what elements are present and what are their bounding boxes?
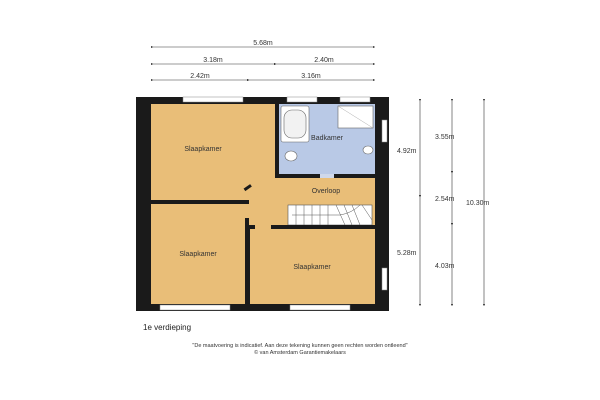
dim-right-a2: 5.28m (397, 250, 417, 257)
label-slaapkamer-left: Slaapkamer (179, 251, 217, 258)
dim-top-b2: 3.16m (301, 73, 321, 80)
label-slaapkamer-top: Slaapkamer (184, 146, 222, 153)
sink-icon (363, 146, 373, 154)
label-overloop: Overloop (311, 188, 341, 195)
disclaimer-text: "De maatvoering is indicatief. Aan deze tekening kunnen geen rechten worden ontleend" (192, 343, 408, 349)
staircase (288, 205, 372, 225)
label-slaapkamer-right: Slaapkamer (293, 264, 331, 271)
dim-top-a2: 2.40m (314, 57, 334, 64)
dim-top-b1: 2.42m (190, 73, 210, 80)
dimension-lines-horizontal (152, 47, 374, 80)
dim-right-b2: 2.54m (435, 196, 455, 203)
dim-right-b1: 3.55m (435, 134, 455, 141)
floor-label: 1e verdieping (143, 323, 192, 332)
dim-right-total: 10.30m (466, 200, 490, 207)
copyright-text: © van Amsterdam Garantiemakelaars (254, 350, 346, 356)
dim-top-total: 5.68m (253, 40, 273, 47)
toilet-icon (285, 151, 297, 161)
label-badkamer: Badkamer (311, 135, 343, 142)
dim-top-a1: 3.18m (203, 57, 223, 64)
dim-right-b3: 4.03m (435, 263, 455, 270)
dim-right-a1: 4.92m (397, 148, 417, 155)
